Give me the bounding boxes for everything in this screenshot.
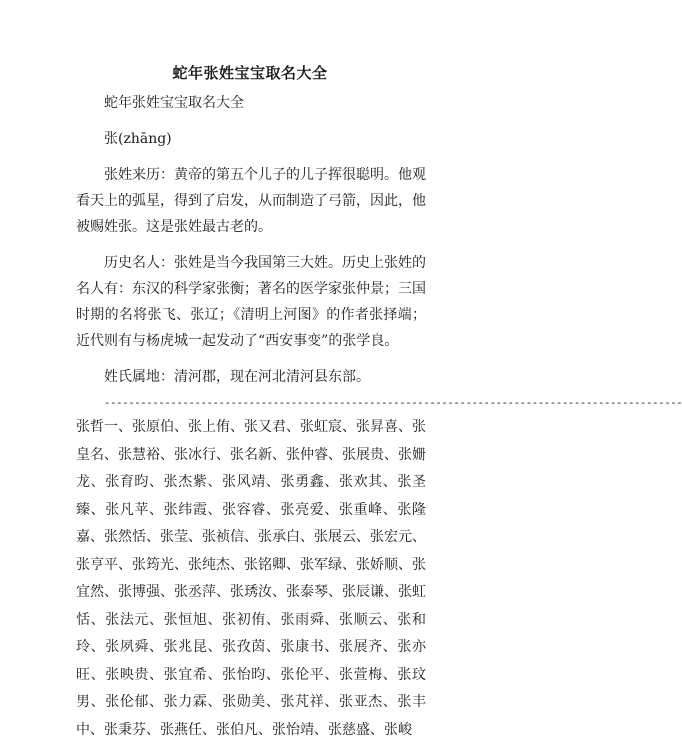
jun-wang-paragraph: 姓氏属地：清河郡，现在河北清河县东部。 bbox=[104, 369, 370, 385]
document-title: 蛇年张姓宝宝取名大全 bbox=[172, 64, 328, 82]
name-list: 张哲一、张原伯、张上侑、张又君、张虹宸、张昇喜、张皇名、张慧裕、张冰行、张名新、张仲睿、张展贵、张姗龙、张育昀、张杰紫、张风靖、张勇鑫、张欢其、张圣臻、张凡苹、张纬霞、张容睿、张亮爱、张重峰、张隆嘉、张然恬、张莹、张祯信、张承白、张展云、张宏元、张亨平、张筠光、张纯杰、张铭卿、张军绿、张娇顺、张宜然、张博强、张丞萍、张琇汝、张泰琴、张辰谦、张虹恬、张法元、张恒旭、张初侑、张雨舜、张顺云、张和玲、张夙舜、张兆昆、张孜茵、张康书、张展齐、张亦旺、张映贵、张宜希、张怡昀、张伦平、张萱梅、张玟男、张伦郁、张力霖、张勋美、张芃祥、张亚杰、张丰中、张秉芬、张燕任、张伯凡、张怡靖、张慈盛、张峻 bbox=[76, 419, 426, 738]
document-body bbox=[76, 90, 682, 744]
famous-people-paragraph: 历史名人：张姓是当今我国第三大姓。历史上张姓的名人有：东汉的科学家张衡；著名的医学家张仲景；三国时期的名将张飞、张辽；《清明上河图》的作者张择端；近代则有与杨虎城一起发动了“西安事变”的张学良。 bbox=[76, 255, 426, 349]
subtitle-paragraph: 蛇年张姓宝宝取名大全 bbox=[104, 95, 244, 111]
surname-heading: 张(zhāng) bbox=[104, 131, 172, 147]
origin-paragraph: 张姓来历：黄帝的第五个儿子的儿子挥很聪明。他观看天上的弧星，得到了启发，从而制造了弓箭，因此，他被赐姓张。这是张姓最古老的。 bbox=[76, 167, 426, 235]
section-divider: ------------------------------------------------------------------------------------------------ bbox=[104, 396, 682, 409]
